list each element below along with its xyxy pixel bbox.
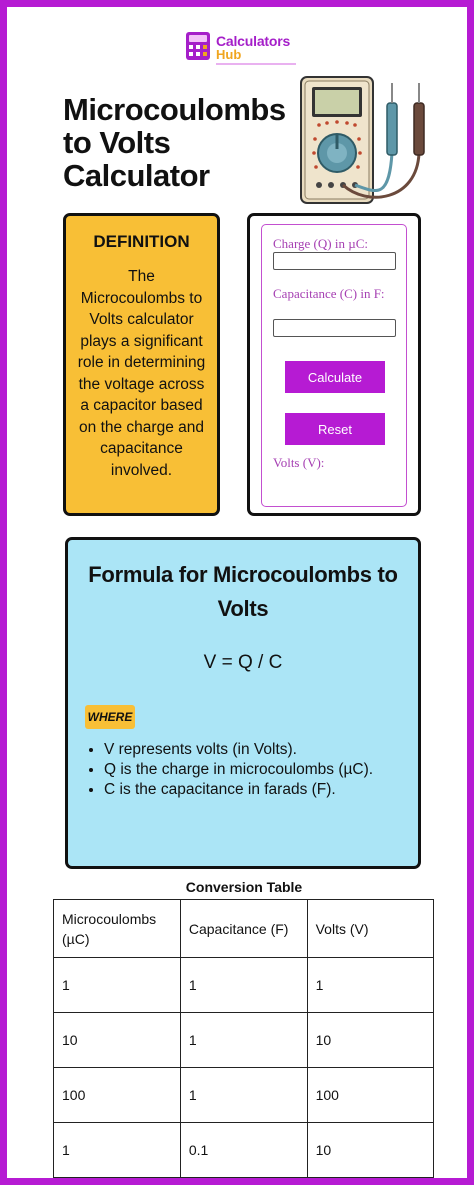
table-header-row: [54, 900, 434, 958]
column-header: Capacitance (F): [180, 900, 307, 958]
where-badge: WHERE: [85, 705, 135, 729]
calculator-form: [261, 224, 407, 507]
list-item: • Q is the charge in microcoulombs (µC).: [104, 760, 373, 780]
definition-text: The Microcoulombs to Volts calculator plays a significant role in determining the voltage across a capacitor based on the charge and capacitance involved.: [77, 268, 206, 479]
table-cell: 100: [54, 1068, 181, 1123]
table-caption: Conversion Table: [185, 879, 303, 895]
table-cell: 10: [307, 1013, 433, 1068]
table-row: [54, 1123, 434, 1178]
column-header: Microcoulombs (µC): [54, 900, 181, 958]
table-cell: 1: [307, 958, 433, 1013]
brand-logo[interactable]: [185, 31, 305, 67]
table-row: [54, 1068, 434, 1123]
calculate-button[interactable]: Calculate: [285, 361, 385, 393]
table-cell: 1: [180, 958, 307, 1013]
conversion-table: [53, 899, 434, 1178]
reset-button[interactable]: Reset: [285, 413, 385, 445]
capacitance-label: Capacitance (C) in F:: [273, 286, 385, 301]
table-cell: 10: [307, 1123, 433, 1178]
formula-heading: Formula for Microcoulombs to Volts: [88, 562, 398, 621]
multimeter-icon: [297, 73, 447, 213]
column-header: Volts (V): [307, 900, 433, 958]
table-cell: 1: [180, 1013, 307, 1068]
table-cell: 100: [307, 1068, 433, 1123]
brand-name-line1: Calculators: [216, 33, 291, 49]
table-cell: 1: [54, 1123, 181, 1178]
calculator-logo-icon: [185, 31, 213, 63]
charge-input[interactable]: [273, 252, 396, 270]
formula-equation: V = Q / C: [203, 652, 283, 673]
formula-card: [65, 537, 421, 869]
table-cell: 0.1: [180, 1123, 307, 1178]
formula-variable-list: [84, 740, 373, 800]
capacitance-input[interactable]: [273, 319, 396, 337]
table-row: [54, 1013, 434, 1068]
brand-name-line2: Hub: [216, 47, 242, 62]
brand-underline: [216, 63, 296, 65]
definition-card: [63, 213, 220, 516]
charge-label: Charge (Q) in µC:: [273, 236, 368, 251]
table-row: [54, 958, 434, 1013]
page-title: Microcoulombs to Volts Calculator: [63, 92, 286, 193]
table-cell: 1: [54, 958, 181, 1013]
table-cell: 1: [180, 1068, 307, 1123]
table-cell: 10: [54, 1013, 181, 1068]
list-item: • V represents volts (in Volts).: [104, 740, 373, 760]
definition-heading: DEFINITION: [93, 232, 190, 251]
result-label: Volts (V):: [273, 455, 325, 470]
calculator-card: [247, 213, 421, 516]
list-item: • C is the capacitance in farads (F).: [104, 780, 373, 800]
